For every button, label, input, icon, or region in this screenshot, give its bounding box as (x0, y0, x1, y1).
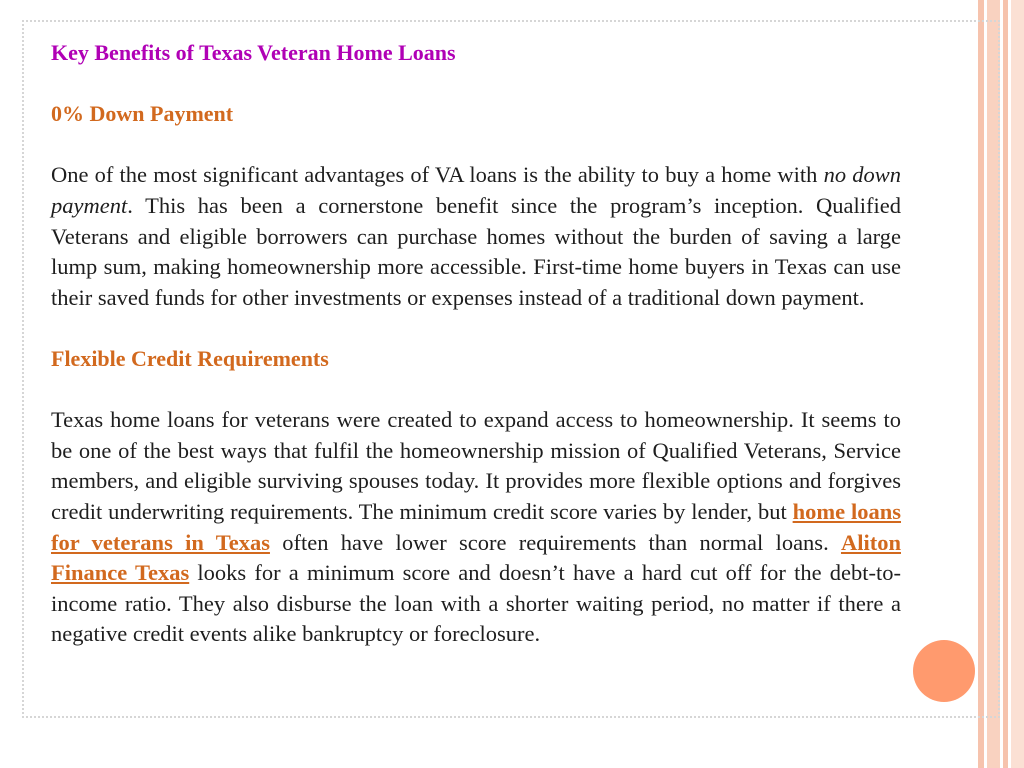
slide-title: Key Benefits of Texas Veteran Home Loans (51, 40, 456, 65)
emphasis-text: no down payment (51, 162, 901, 218)
section-heading-down-payment: 0% Down Payment (51, 101, 234, 127)
text-run: One of the most significant advantages of VA loans is the ability to buy a home with (51, 162, 824, 188)
link-home-loans-veterans-texas[interactable]: home loans for veterans in Texas (51, 498, 901, 555)
text-run: looks for a minimum score and doesn’t have a hard cut off for the debt-to-income ratio. They also disburse the loan with a shorter waiting period, no matter if there a negative credit events alike bankruptcy or foreclosure. (51, 560, 901, 647)
paragraph-credit (51, 405, 901, 650)
text-run: often have lower score requirements than normal loans. (269, 529, 841, 555)
slide-content (51, 38, 901, 650)
spacer (51, 130, 901, 161)
decorative-circle (913, 640, 975, 702)
decorative-stripe (1003, 0, 1008, 768)
decorative-stripe (1011, 0, 1024, 768)
paragraph-down-payment (51, 160, 901, 313)
link-aliton-finance-texas[interactable]: Aliton Finance Texas (51, 529, 901, 586)
text-run: . This has been a cornerstone benefit since the program’s inception. Qualified Veterans and eligible borrowers can purchase homes without the burden of saving a large lump sum, making homeownership more accessible. First-time home buyers in Texas can use their saved funds for other investments or expenses instead of a traditional down payment. (51, 192, 901, 310)
spacer (51, 313, 901, 344)
spacer (51, 69, 901, 100)
spacer (51, 375, 901, 406)
section-heading-credit: Flexible Credit Requirements (51, 345, 329, 371)
text-run: Texas home loans for veterans were created to expand access to homeownership. It seems to be one of the best ways that fulfil the homeownership mission of Qualified Veterans, Service members, and eligible surviving spouses today. It provides more flexible options and forgives credit underwriting requirements. The minimum credit score varies by lender, but (51, 407, 901, 524)
